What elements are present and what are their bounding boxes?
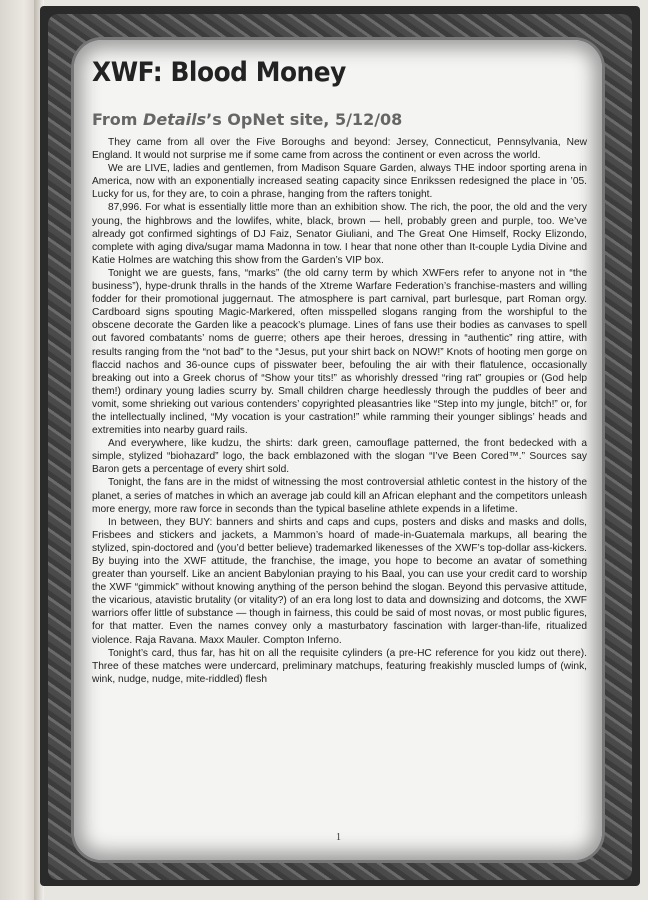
source-prefix: From [92, 110, 144, 129]
source-suffix: ’s OpNet site, 5/12/08 [206, 110, 403, 129]
paragraph: Tonight, the fans are in the midst of witnessing the most controversial athletic contest in the history of the planet, a series of matches in which an average jab could kill an African elephant and the competitors unleash more energy, more raw force in seconds than the typical baseline athlete expends in a lifetime. [92, 477, 587, 515]
paragraph: They came from all over the Five Boroughs and beyond: Jersey, Connecticut, Pennsylvania, New England. It would not surprise me if some came from across the continent or even across the world. [92, 137, 587, 162]
page-number: 1 [336, 832, 341, 843]
paragraph: Tonight we are guests, fans, “marks” (the old carny term by which XWFers refer to anyone not in “the business”), hype-drunk thralls in the hands of the Xtreme Warfare Federation’s franchise-masters and willing fodder for their promotional juggernaut. The atmosphere is part carnival, part burlesque, part Roman orgy. Cardboard signs spouting Magic-Markered, often misspelled slogans ranging from the worshipful to the obscene decorate the Garden like a peacock’s plumage. Lines of fans use their bodies as canvases to spell out favored combatants’ noms de guerre; others ape their heroes, dressing in “authentic” ring attire, with results ranging from the “not bad” to the “Jesus, put your shirt back on NOW!” Knots of hooting men gorge on flaccid nachos and 36-ounce cups of pisswater beer, befouling the air with their flatulence, occasionally breaking out into a Greek chorus of “Show your tits!” as whorishly dressed “ring rat” groupies or (God help them!) ordinary young ladies scurry by. Small children charge heedlessly through the puddles of beer and vomit, some shrieking out various contenders’ copyrighted pleasantries like “Step into my jungle, bitch!” or, for the intellectually inclined, “My vocation is your castration!” while ramming their younger siblings’ heads and extremities into nearby guard rails. [92, 267, 587, 437]
source-publication: Details [143, 110, 207, 129]
paragraph: Tonight’s card, thus far, has hit on all the requisite cylinders (a pre-HC reference for you kidz out there). Three of these matches were undercard, preliminary matchups, featuring freakishly muscled lumps of (wink, wink, nudge, nudge, mite-riddled) flesh [92, 647, 587, 685]
article-body [92, 136, 587, 686]
page-content [92, 58, 587, 848]
paragraph: We are LIVE, ladies and gentlemen, from Madison Square Garden, always THE indoor sporting arena in America, now with an exponentially increased seating capacity since Enrikssen redesigned the place in ’05. Lucky for us, for they are, to coin a phrase, hanging from the rafters tonight. [92, 163, 587, 201]
article-source-line [92, 110, 587, 130]
paragraph: 87,996. For what is essentially little more than an exhibition show. The rich, the poor, the old and the very young, the highbrows and the lowlifes, white, black, brown — hell, probably green and purple, too. We’ve already got confirmed sightings of DJ Faiz, Senator Giuliani, and The Great One Himself, Rocky Elizondo, complete with aging diva/sugar mama Madonna in tow. I hear that none other than It-couple Lydia Divine and Katie Holmes are watching this show from the Garden’s VIP box. [92, 202, 587, 266]
article-title: XWF: Blood Money [92, 57, 346, 88]
paragraph: And everywhere, like kudzu, the shirts: dark green, camouflage patterned, the front bedecked with a simple, stylized “biohazard” logo, the back emblazoned with the slogan “I’ve Been Cored™.” Sources say Baron gets a percentage of every shirt sold. [92, 438, 587, 476]
paragraph: In between, they BUY: banners and shirts and caps and cups, posters and disks and masks and dolls, Frisbees and stickers and jackets, a Mammon’s hoard of made-in-Guatemala markups, all bearing the stylized, spin-doctored and (you’d better believe) trademarked likenesses of the XWF’s top-dollar ass-kickers. By buying into the XWF attitude, the franchise, the image, you hope to become an avatar of something greater than yourself. Like an ancient Babylonian praying to his Baal, you can use your credit card to worship the XWF “gimmick” without knowing anything of the person behind the slogan. Beyond this pervasive attitude, the vicarious, atavistic brutality (or vitality?) of an era long lost to data and downsizing and dotcoms, the XWF warriors offer little of substance — though in fairness, this could be said of most novas, or most public figures, for that matter. Even the names convey only a masturbatory fascination with larger-than-life, ritualized violence. Raja Ravana. Maxx Mauler. Compton Inferno. [92, 516, 587, 646]
